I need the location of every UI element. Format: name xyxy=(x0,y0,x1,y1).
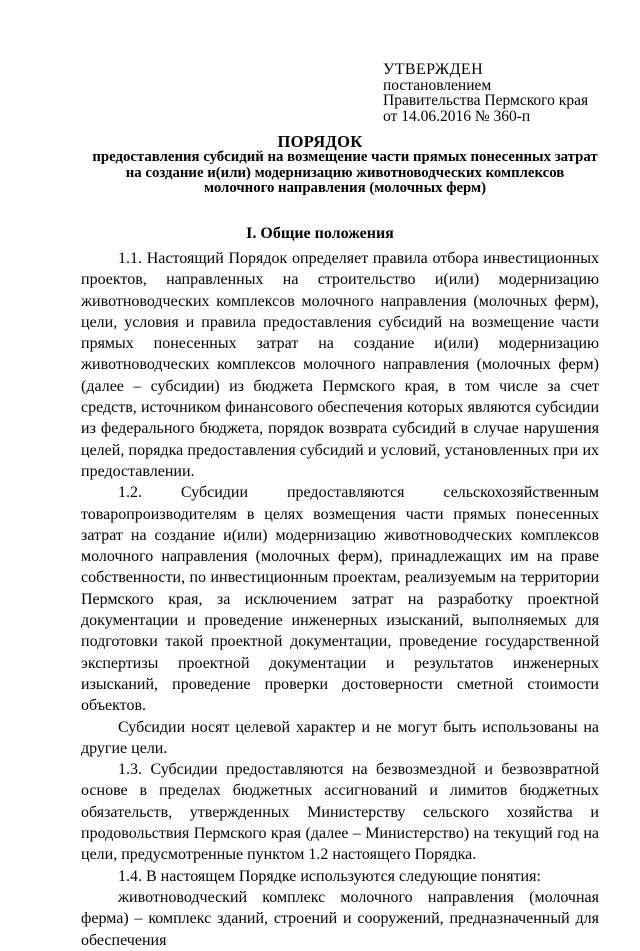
document-title: ПОРЯДОК xyxy=(277,132,363,151)
approval-block xyxy=(383,62,588,124)
paragraph: 1.3. Субсидии предоставляются на безвозмездной и безвозвратной основе в пределах бюджетных ассигнований и лимитов бюджетных обязательств, утвержденных Министерству сельского хозяйства и продовольствия Пермского края (далее – Министерство) на текущий год на цели, предусмотренные пунктом 1.2 настоящего Порядка. xyxy=(81,761,599,864)
approval-line: Правительства Пермского края xyxy=(383,92,589,109)
approval-heading: УТВЕРЖДЕН xyxy=(383,61,484,78)
document-subtitle: предоставления субсидий на возмещение части прямых понесенных затрат на создание и(или) модернизацию животноводческих комплексов молочного направления (молочных ферм) xyxy=(92,149,598,196)
paragraph: животноводческий комплекс молочного направления (молочная ферма) – комплекс зданий, строений и сооружений, предназначенный для обеспечения xyxy=(81,888,599,949)
paragraph: 1.2. Субсидии предоставляются сельскохозяйственным товаропроизводителям в целях возмещения части прямых понесенных затрат на создание и(или) модернизацию животноводческих комплексов молочного направления (молочных ферм), принадлежащих им на праве собственности, по инвестиционным проектам, реализуемым на территории Пермского края, за исключением затрат на разработку проектной документации и проведение инженерных изысканий, выполняемых для подготовки такой проектной документации, проведение государственной экспертизы проектной документации и результатов инженерных изысканий, проведение проверки достоверности сметной стоимости объектов. xyxy=(81,484,599,715)
paragraph: Субсидии носят целевой характер и не могут быть использованы на другие цели. xyxy=(81,718,599,757)
approval-line: постановлением xyxy=(383,76,492,94)
paragraph: 1.1. Настоящий Порядок определяет правила отбора инвестиционных проектов, направленных на строительство и(или) модернизацию животноводческих комплексов молочного направления (молочных ферм), цели, условия и правила предоставления субсидий на возмещение части прямых понесенных затрат на создание и(или) модернизацию животноводческих комплексов молочного направления (молочных ферм) (далее – субсидии) из бюджета Пермского края, в том числе за счет средств, источником финансового обеспечения которых являются субсидии из федерального бюджета, порядок возврата субсидий в случае нарушения целей, порядка предоставления субсидий и условий, установленных при их предоставлении. xyxy=(81,250,599,480)
document-body xyxy=(81,248,599,951)
section-heading: I. Общие положения xyxy=(246,225,394,242)
approval-line: от 14.06.2016 № 360-п xyxy=(383,107,531,125)
paragraph: 1.4. В настоящем Порядке используются следующие понятия: xyxy=(118,867,541,885)
